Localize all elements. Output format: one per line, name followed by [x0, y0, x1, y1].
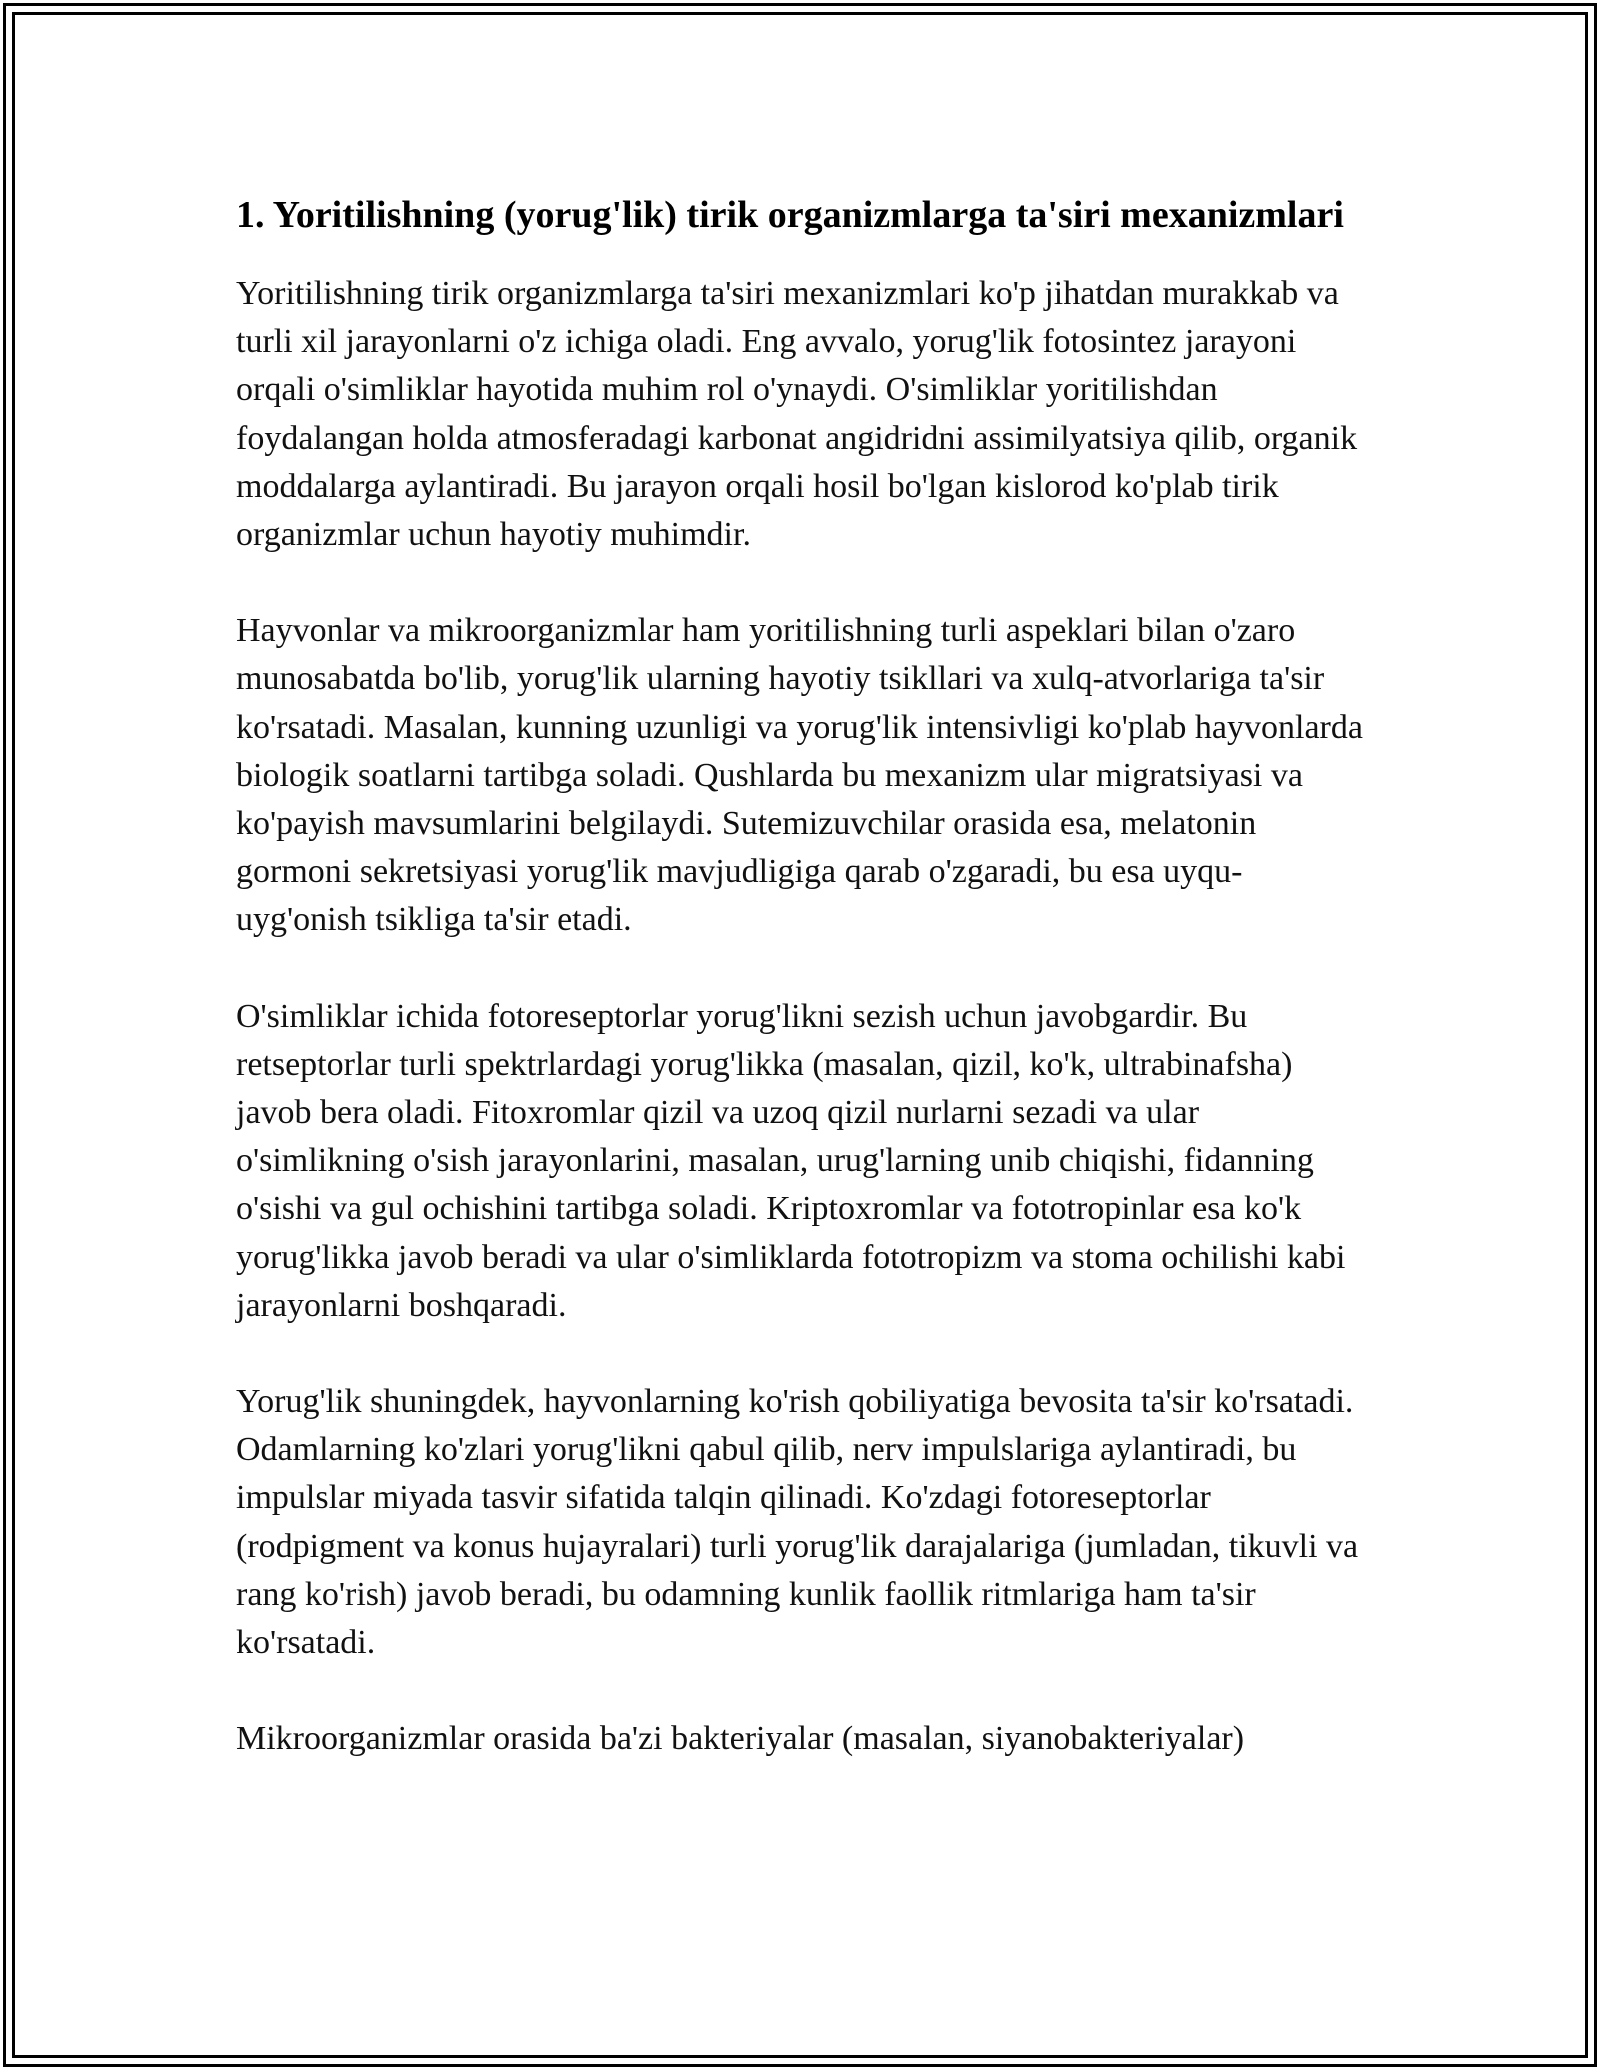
paragraph-plant-photoreceptors: O'simliklar ichida fotoreseptorlar yorug'likni sezish uchun javobgardir. Bu retseptorlar turli spektrlardagi yorug'likka (masalan, qizil, ko'k, ultrabinafsha) javob bera oladi. Fitoxromlar qizil va uzoq qizil nurlarni sezadi va ular o'simlikning o'sish jarayonlarini, masalan, urug'larning unib chiqishi, fidanning o'sishi va gul ochishini tartibga soladi. Kriptoxromlar va fototropinlar esa ko'k yorug'likka javob beradi va ular o'simliklarda fototropizm va stoma ochilishi kabi jarayonlarni boshqaradi. — [236, 997, 1346, 1324]
paragraph-photosynthesis: Yoritilishning tirik organizmlarga ta'siri mexanizmlari ko'p jihatdan murakkab va turli xil jarayonlarni o'z ichiga oladi. Eng avvalo, yorug'lik fotosintez jarayoni orqali o'simliklar hayotida muhim rol o'ynaydi. O'simliklar yoritilishdan foydalangan holda atmosferadagi karbonat angidridni assimilyatsiya qilib, organik moddalarga aylantiradi. Bu jarayon orqali hosil bo'lgan kislorod ko'plab tirik organizmlar uchun hayotiy muhimdir. — [236, 275, 1358, 554]
paragraph-vision: Yorug'lik shuningdek, hayvonlarning ko'rish qobiliyatiga bevosita ta'sir ko'rsatadi. Odamlarning ko'zlari yorug'likni qabul qilib, nerv impulslariga aylantiradi, bu impulslar miyada tasvir sifatida talqin qilinadi. Ko'zdagi fotoreseptorlar (rodpigment va konus hujayralari) turli yorug'lik darajalariga (jumladan, tikuvli va rang ko'rish) javob beradi, bu odamning kunlik faollik ritmlariga ham ta'sir ko'rsatadi. — [236, 1383, 1359, 1662]
paragraph-microorganisms: Mikroorganizmlar orasida ba'zi bakteriyalar (masalan, siyanobakteriyalar) — [236, 1720, 1245, 1758]
document-body — [236, 188, 1371, 1811]
section-heading: 1. Yoritilishning (yorug'lik) tirik organizmlarga ta'siri mexanizmlari — [236, 194, 1344, 236]
paragraph-animal-rhythms: Hayvonlar va mikroorganizmlar ham yoritilishning turli aspeklari bilan o'zaro munosabatda bo'lib, yorug'lik ularning hayotiy tsikllari va xulq-atvorlariga ta'sir ko'rsatadi. Masalan, kunning uzunligi va yorug'lik intensivligi ko'plab hayvonlarda biologik soatlarni tartibga soladi. Qushlarda bu mexanizm ular migratsiyasi va ko'payish mavsumlarini belgilaydi. Sutemizuvchilar orasida esa, melatonin gormoni sekretsiyasi yorug'lik mavjudligiga qarab o'zgaradi, bu esa uyqu-uyg'onish tsikliga ta'sir etadi. — [236, 612, 1363, 939]
